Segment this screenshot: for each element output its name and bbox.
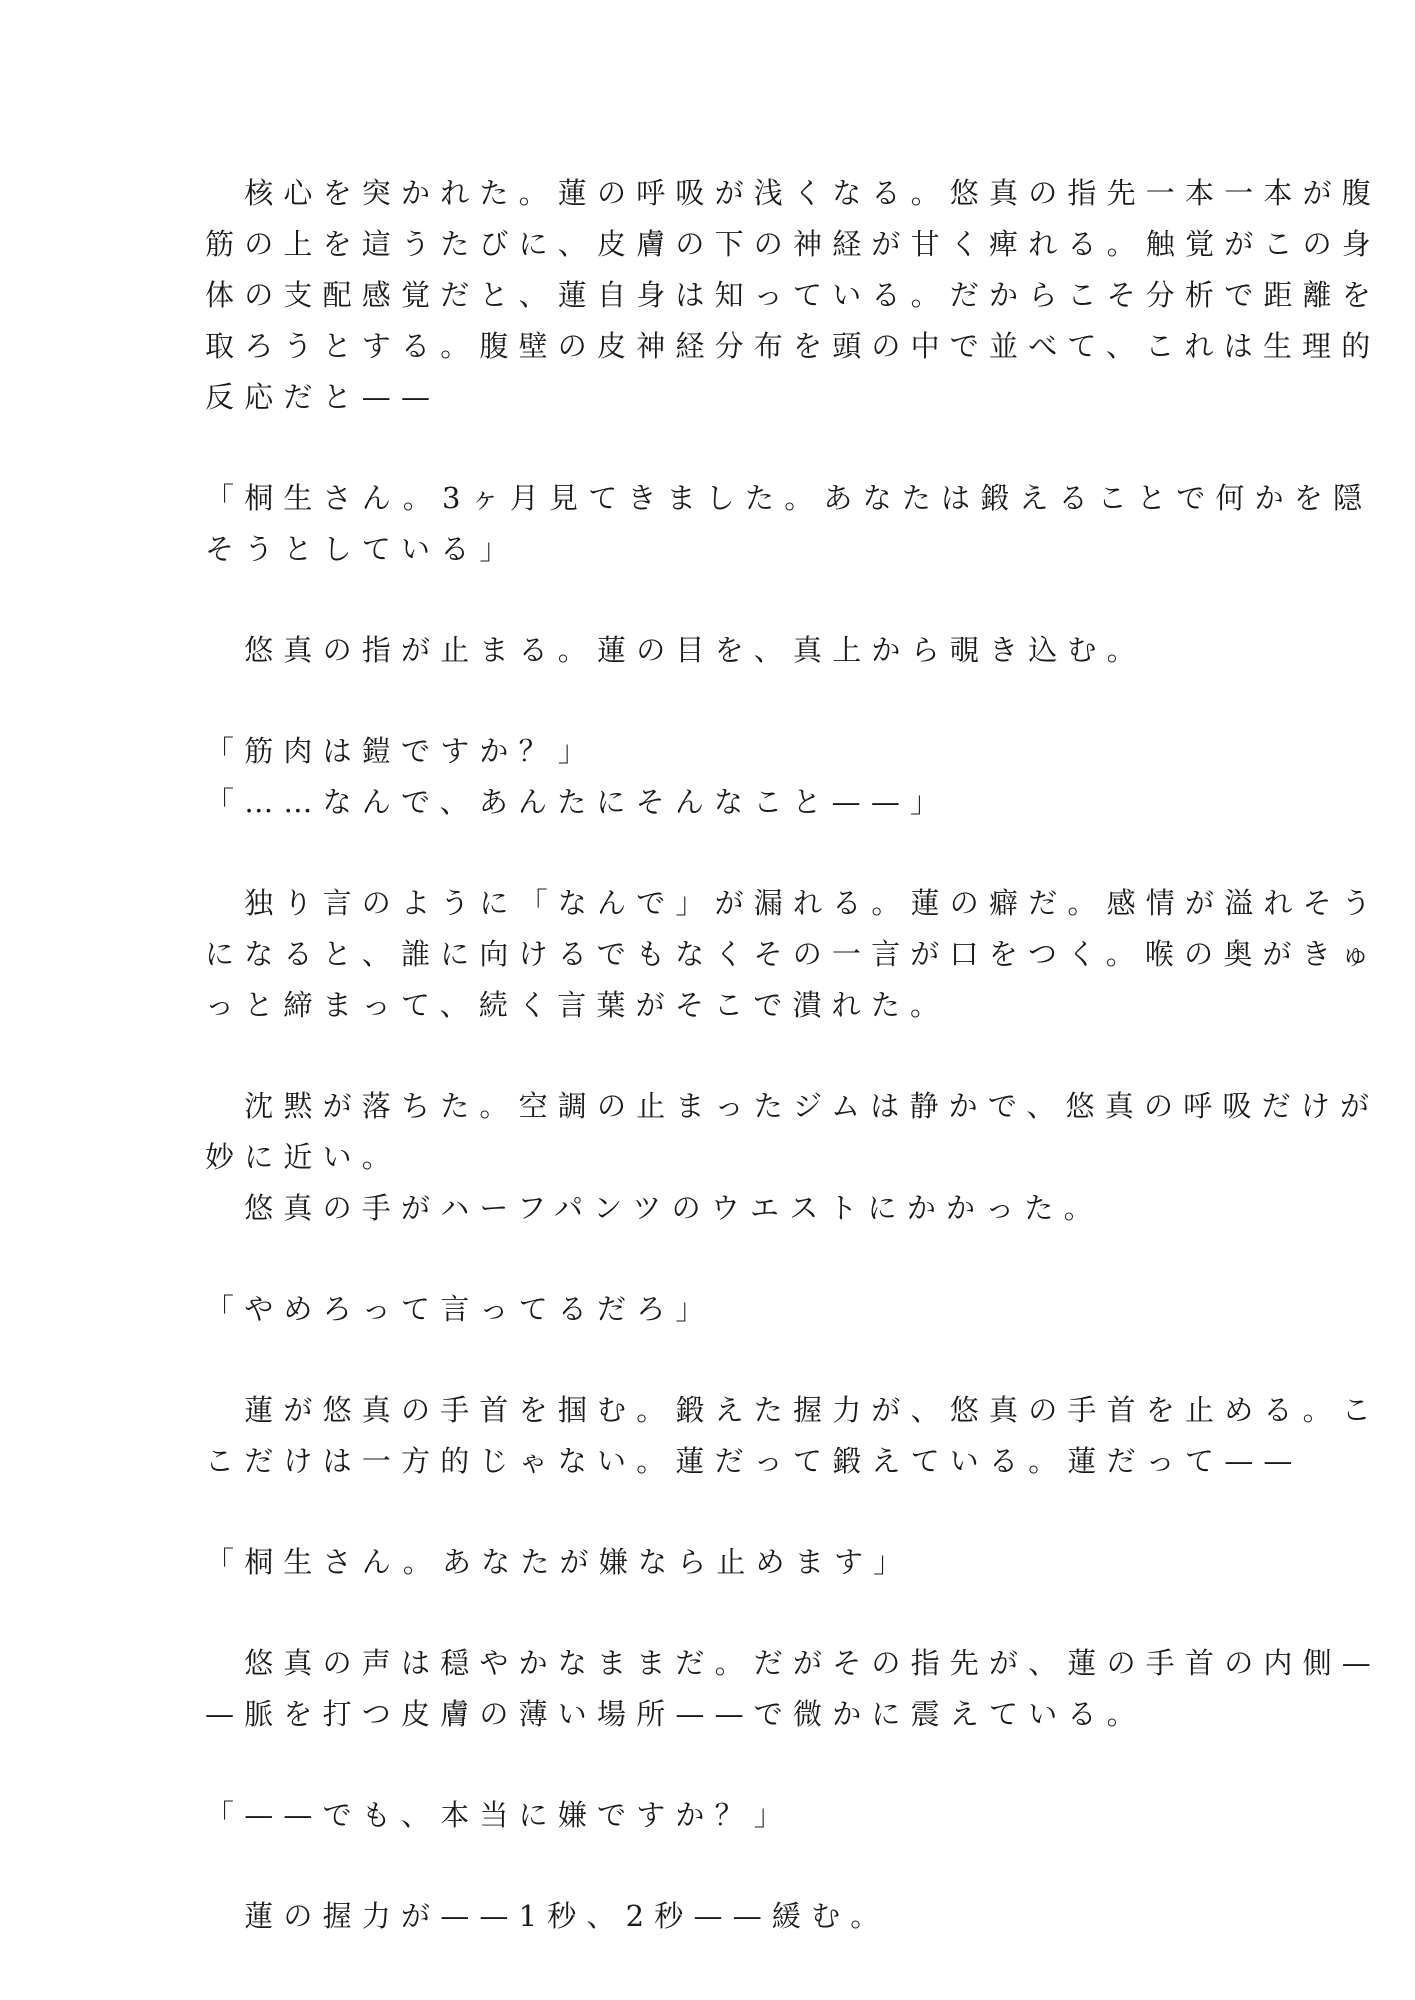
text-line: 核心を突かれた。蓮の呼吸が浅くなる。悠真の指先一本一本が腹 (205, 176, 1382, 210)
paragraph-gap (205, 1740, 1185, 1790)
paragraph (205, 1891, 1185, 1942)
paragraph (205, 1790, 1185, 1841)
paragraph-gap (205, 1841, 1185, 1891)
text-line: —脈を打つ皮膚の薄い場所——で微かに震えている。 (205, 1697, 1146, 1731)
paragraph (205, 1284, 1185, 1335)
text-line: 取ろうとする。腹壁の皮神経分布を頭の中で並べて、これは生理的 (205, 329, 1381, 363)
text-line: 妙に近い。 (205, 1140, 402, 1174)
paragraph (205, 1638, 1382, 1740)
paragraph (205, 168, 1382, 423)
text-line: 反応だと—— (205, 380, 441, 414)
paragraph (205, 878, 1382, 1031)
paragraph (205, 473, 1373, 575)
text-line: 「——でも、本当に嫌ですか？」 (205, 1798, 794, 1832)
paragraph (205, 726, 1185, 828)
text-line: 筋の上を這うたびに、皮膚の下の神経が甘く痺れる。触覚がこの身 (205, 227, 1382, 261)
paragraph-gap (205, 1335, 1185, 1385)
paragraph-gap (205, 1031, 1185, 1081)
text-line: 蓮が悠真の手首を掴む。鍛えた握力が、悠真の手首を止める。こ (205, 1393, 1382, 1427)
paragraph-gap (205, 828, 1185, 878)
text-line: 「桐生さん。3ヶ月見てきました。あなたは鍛えることで何かを隠 (205, 481, 1373, 515)
paragraph-gap (205, 676, 1185, 726)
paragraph (205, 1537, 1185, 1588)
paragraph (205, 1081, 1380, 1234)
paragraph (205, 625, 1185, 676)
text-line: 悠真の声は穏やかなままだ。だがその指先が、蓮の手首の内側— (205, 1646, 1382, 1680)
text-line: 悠真の手がハーフパンツのウエストにかかった。 (205, 1191, 1103, 1225)
text-line: になると、誰に向けるでもなくその一言が口をつく。喉の奥がきゅ (205, 937, 1381, 971)
paragraph-gap (205, 423, 1185, 473)
text-line: 体の支配感覚だと、蓮自身は知っている。だからこそ分析で距離を (205, 278, 1382, 312)
paragraph-gap (205, 575, 1185, 625)
text-line: 「筋肉は鎧ですか？」 (205, 734, 598, 768)
text-line: 蓮の握力が——1秒、2秒——緩む。 (205, 1899, 890, 1933)
text-line: こだけは一方的じゃない。蓮だって鍛えている。蓮だって—— (205, 1444, 1303, 1478)
paragraph-gap (205, 1487, 1185, 1537)
text-line: 「やめろって言ってるだろ」 (205, 1292, 715, 1326)
paragraph-gap (205, 1588, 1185, 1638)
text-line: そうとしている」 (205, 532, 519, 566)
paragraph-gap (205, 1234, 1185, 1284)
text-line: 「桐生さん。あなたが嫌なら止めます」 (205, 1545, 913, 1579)
text-line: っと締まって、続く言葉がそこで潰れた。 (205, 988, 950, 1022)
manuscript-body (205, 168, 1382, 1942)
paragraph (205, 1385, 1382, 1487)
text-line: 沈黙が落ちた。空調の止まったジムは静かで、悠真の呼吸だけが (205, 1089, 1380, 1123)
text-line: 独り言のように「なんで」が漏れる。蓮の癖だ。感情が溢れそう (205, 886, 1382, 920)
text-line: 「……なんで、あんたにそんなこと——」 (205, 785, 950, 819)
text-line: 悠真の指が止まる。蓮の目を、真上から覗き込む。 (205, 633, 1146, 667)
